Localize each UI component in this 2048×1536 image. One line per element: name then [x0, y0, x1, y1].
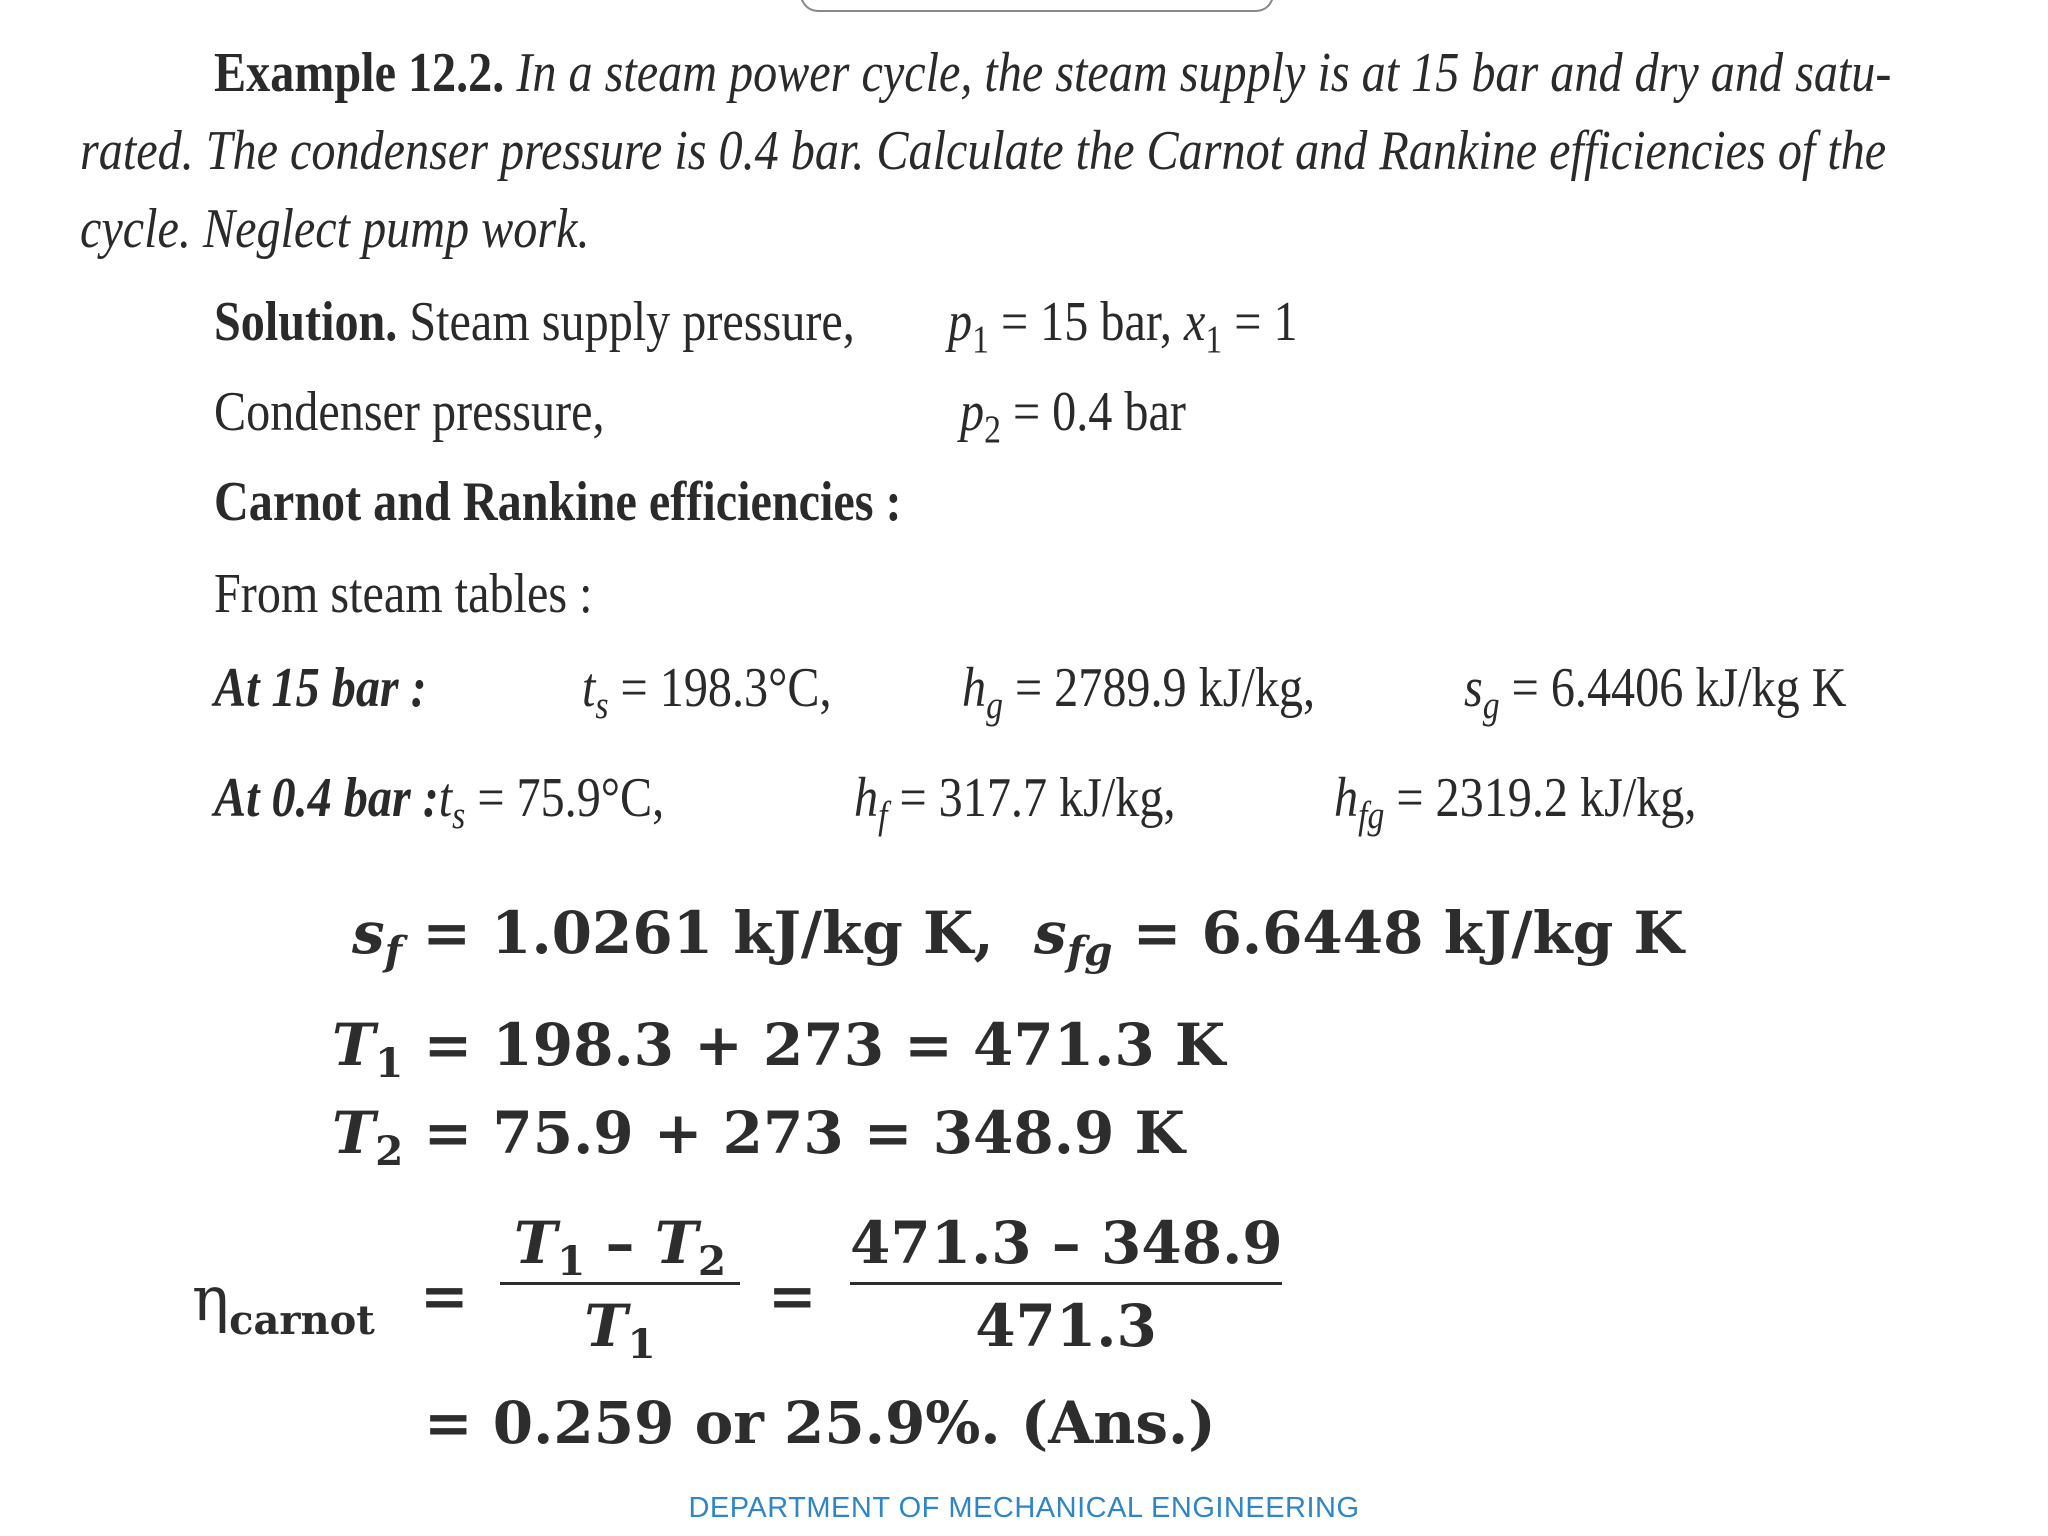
problem-line-1	[214, 34, 1891, 112]
top-cropped-bracket	[800, 0, 1274, 12]
t1-expression: = 198.3 + 273 = 471.3 K	[423, 1011, 1226, 1079]
problem-text-2: rated. The condenser pressure is 0.4 bar. Calculate the Carnot and Rankine efficiencies of the	[80, 120, 1887, 182]
numeric-fraction	[850, 1208, 1282, 1361]
t2-line: $T_2 = 75.9 + 273 = 348.9$ K	[332, 1099, 1185, 1176]
p2-value-line: $p_2 = 0.4$ bar	[960, 381, 1186, 451]
example-label: Example 12.2.	[214, 42, 505, 104]
carnot-result: = 0.259 or 25.9%. (Ans.)	[424, 1389, 1216, 1457]
ts-15-line: $t_s = 198.3^\circ C$,	[582, 657, 832, 727]
numeric-numerator: 471.3 – 348.9	[850, 1209, 1283, 1277]
at-04-bar-line: At 0.4 bar $:t_s = 75.9^\circ C$,	[214, 767, 665, 837]
hfg-value: = 2319.2 kJ/kg,	[1396, 767, 1697, 829]
solution-line	[214, 292, 855, 352]
ts-04-value: = 75.9°C,	[477, 767, 665, 829]
p2-value: = 0.4 bar	[1012, 381, 1186, 443]
hf-value: = 317.7 kJ/kg,	[899, 767, 1176, 829]
problem-line-3	[80, 190, 590, 268]
hg-line: $h_g = 2789.9$ kJ/kg,	[962, 657, 1316, 727]
problem-text-1: In a steam power cycle, the steam supply is at 15 bar and dry and satu-	[516, 42, 1892, 104]
sg-value: = 6.4406 kJ/kg K	[1511, 657, 1847, 719]
symbolic-fraction	[500, 1208, 740, 1369]
p1-value: = 15 bar,	[1000, 291, 1172, 353]
ts-15-value: = 198.3°C,	[620, 657, 832, 719]
condenser-pressure-text: Condenser pressure,	[214, 381, 605, 443]
t2-expression: = 75.9 + 273 = 348.9 K	[423, 1099, 1185, 1167]
numeric-denominator: 471.3	[975, 1292, 1157, 1360]
eta-subscript: carnot	[229, 1297, 375, 1344]
steam-tables-text: From steam tables :	[214, 563, 593, 625]
solution-label: Solution.	[214, 291, 398, 353]
hfg-line: $h_{fg} = 2319.2$ kJ/kg,	[1334, 767, 1697, 837]
sf-value: = 1.0261 kJ/kg K,	[422, 899, 994, 967]
supply-pressure-text: Steam supply pressure,	[409, 291, 855, 353]
x1-value: = 1	[1234, 291, 1298, 353]
efficiencies-heading: Carnot and Rankine efficiencies :	[214, 471, 902, 533]
at-15-bar-label: At 15 bar :	[214, 657, 427, 719]
sg-line: $s_g = 6.4406$ kJ/kg K	[1464, 657, 1847, 727]
hg-value: = 2789.9 kJ/kg,	[1014, 657, 1316, 719]
sfg-value: = 6.6448 kJ/kg K	[1132, 899, 1684, 967]
problem-text-3: cycle. Neglect pump work.	[80, 198, 590, 260]
entropy-line: $s_f = 1.0261$ kJ/kg K, $s_{fg} = 6.6448$ kJ/kg K	[352, 899, 1684, 976]
equals-sign-1: =	[420, 1262, 469, 1330]
hf-line: $h_f = 317.7$ kJ/kg,	[854, 767, 1176, 837]
numeric-fraction-bar	[850, 1282, 1282, 1285]
symbolic-denominator: $T_1$	[584, 1292, 656, 1369]
t1-line: $T_1 = 198.3 + 273 = 471.3$ K	[332, 1011, 1226, 1088]
p1-x1-values: $p_1 = 15$ bar, $x_1 = 1$	[948, 291, 1298, 361]
symbolic-numerator: $T_1 - T_2$	[513, 1209, 727, 1286]
at-04-bar-label: At 0.4 bar :	[214, 767, 439, 829]
eta-carnot-symbol: $\eta_{carnot}$	[192, 1262, 375, 1344]
equals-sign-2: =	[768, 1262, 817, 1330]
problem-line-2	[80, 112, 1886, 190]
department-footer: DEPARTMENT OF MECHANICAL ENGINEERING	[688, 1492, 1360, 1524]
